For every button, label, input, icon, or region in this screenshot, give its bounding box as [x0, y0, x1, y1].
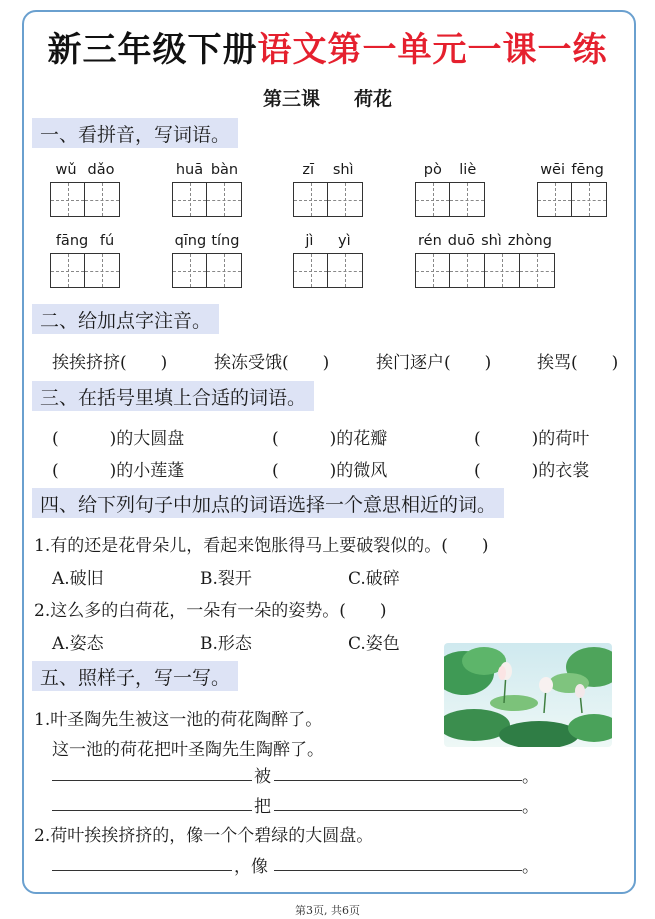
period-label: 。	[522, 767, 539, 787]
answer-line[interactable]	[52, 780, 252, 781]
pinyin-label: qīng tíng	[174, 233, 240, 249]
sentence-2: 2.荷叶挨挨挤挤的，像一个个碧绿的大圆盘。	[34, 826, 374, 846]
phonetic-item[interactable]: 挨门逐户( )	[376, 353, 492, 373]
pinyin-label: zī shì	[302, 162, 354, 178]
writing-grid[interactable]	[537, 182, 607, 217]
writing-grid[interactable]	[172, 182, 242, 217]
pinyin-group	[415, 162, 485, 217]
example-sentence: 1.叶圣陶先生被这一池的荷花陶醉了。	[34, 710, 323, 730]
option-b[interactable]: B.形态	[200, 634, 252, 654]
pinyin-group	[293, 162, 363, 217]
writing-grid[interactable]	[415, 182, 485, 217]
pinyin-group	[50, 162, 120, 217]
phonetic-item[interactable]: 挨挨挤挤( )	[52, 353, 168, 373]
period-label: 。	[522, 797, 539, 817]
fill-item[interactable]: ( )的大圆盘	[52, 429, 185, 449]
section-4-heading: 四、给下列句子中加点的词语选择一个意思相近的词。	[32, 488, 504, 518]
phonetic-item[interactable]: 挨骂( )	[537, 353, 619, 373]
writing-grid[interactable]	[50, 253, 120, 288]
pinyin-group	[537, 162, 607, 217]
question-2: 2.这么多的白荷花，一朵有一朵的姿势。( )	[34, 601, 387, 621]
period-label: 。	[522, 857, 539, 877]
fill-item[interactable]: ( )的荷叶	[474, 429, 590, 449]
answer-line[interactable]	[274, 870, 522, 871]
option-a[interactable]: A.姿态	[52, 634, 104, 654]
pinyin-label: wēi fēng	[540, 162, 604, 178]
section-1-heading: 一、看拼音，写词语。	[32, 118, 238, 148]
fill-item[interactable]: ( )的花瓣	[272, 429, 388, 449]
section-2-heading: 二、给加点字注音。	[32, 304, 219, 334]
lesson-name: 荷花	[354, 88, 393, 110]
pinyin-group	[50, 233, 120, 288]
writing-grid[interactable]	[293, 253, 363, 288]
pinyin-label: rén duō shì zhòng	[418, 233, 552, 249]
option-a[interactable]: A.破旧	[52, 569, 104, 589]
writing-grid[interactable]	[293, 182, 363, 217]
writing-grid[interactable]	[172, 253, 242, 288]
pinyin-group	[293, 233, 363, 288]
pinyin-label: huā bàn	[175, 162, 239, 178]
answer-line[interactable]	[274, 780, 522, 781]
writing-grid[interactable]	[415, 253, 555, 288]
writing-grid[interactable]	[50, 182, 120, 217]
pinyin-label: jì yì	[305, 233, 351, 249]
page-number: 第3页, 共6页	[295, 904, 360, 917]
question-1: 1.有的还是花骨朵儿，看起来饱胀得马上要破裂似的。( )	[34, 536, 489, 556]
section-5-heading: 五、照样子，写一写。	[32, 661, 238, 691]
section-3-heading: 三、在括号里填上合适的词语。	[32, 381, 314, 411]
pinyin-group	[415, 233, 555, 288]
answer-line[interactable]	[52, 810, 252, 811]
example-rewrite: 这一池的荷花把叶圣陶先生陶醉了。	[52, 740, 324, 760]
lotus-pond-illustration	[444, 643, 612, 747]
xiang-label: ，像	[234, 857, 268, 877]
ba-label: 把	[254, 797, 271, 817]
fill-item[interactable]: ( )的微风	[272, 461, 388, 481]
option-b[interactable]: B.裂开	[200, 569, 252, 589]
lesson-number: 第三课	[262, 88, 320, 110]
fill-item[interactable]: ( )的小莲蓬	[52, 461, 185, 481]
phonetic-item[interactable]: 挨冻受饿( )	[214, 353, 330, 373]
lesson-title	[0, 84, 655, 111]
pinyin-group	[172, 233, 242, 288]
title-subject: 语文第一单元一课一练	[257, 30, 608, 70]
pinyin-label: wǔ dǎo	[55, 162, 115, 178]
option-c[interactable]: C.姿色	[348, 634, 400, 654]
worksheet-title	[0, 22, 655, 71]
pinyin-label: pò liè	[423, 162, 477, 178]
answer-line[interactable]	[52, 870, 232, 871]
option-c[interactable]: C.破碎	[348, 569, 400, 589]
pinyin-group	[172, 162, 242, 217]
pinyin-label: fāng fú	[55, 233, 115, 249]
title-grade: 新三年级下册	[47, 30, 258, 70]
answer-line[interactable]	[274, 810, 522, 811]
fill-item[interactable]: ( )的衣裳	[474, 461, 590, 481]
bei-label: 被	[254, 767, 271, 787]
